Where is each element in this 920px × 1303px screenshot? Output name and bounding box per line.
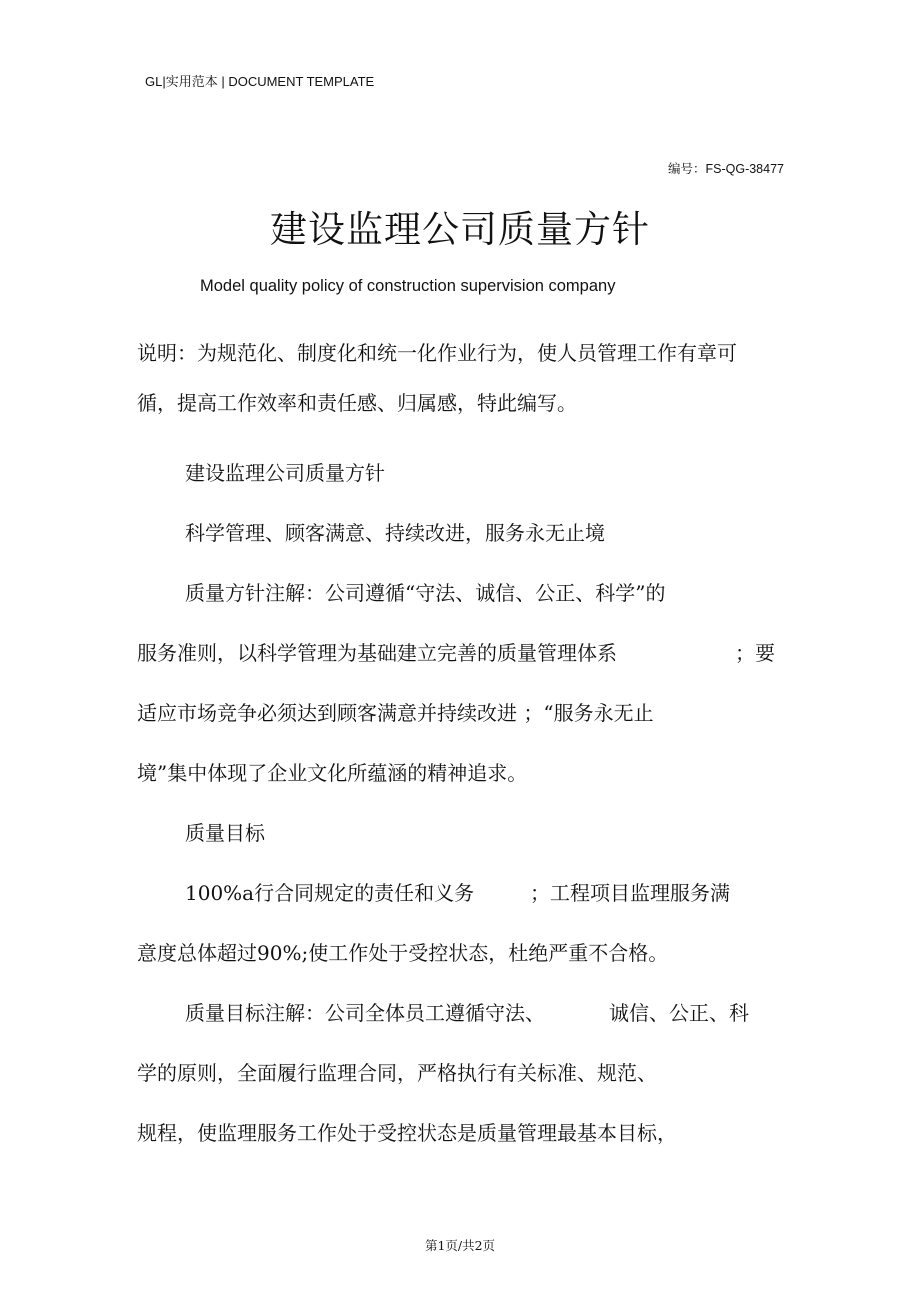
objectives-note-line-2: 学的原则，全面履行监理合同，严格执行有关标准、规范、 (137, 1061, 657, 1085)
objectives-note-line-1: 质量目标注解：公司全体员工遵循守法、 (185, 1001, 545, 1025)
objectives-line-1: 100%a行合同规定的责任和义务 (185, 881, 475, 905)
objectives-line-2: 意度总体超过90%;使工作处于受控状态，杜绝严重不合格。 (137, 941, 669, 965)
document-header: GL|实用范本 | DOCUMENT TEMPLATE (145, 74, 375, 89)
policy-note-line-3: 适应市场竞争必须达到顾客满意并持续改进 ；“服务永无止 (137, 701, 654, 725)
page-subtitle: Model quality policy of construction supervision company (200, 277, 616, 295)
objectives-line-1-end: ；工程项目监理服务满 (530, 881, 730, 905)
intro-line-1: 说明：为规范化、制度化和统一化作业行为，使人员管理工作有章可 (137, 341, 737, 365)
objectives-note-line-1-end: 诚信、公正、科 (609, 1001, 749, 1025)
policy-note-line-4: 境”集中体现了企业文化所蕴涵的精神追求。 (137, 761, 528, 785)
objectives-note-line-3: 规程，使监理服务工作处于受控状态是质量管理最基本目标， (137, 1121, 677, 1145)
page-footer: 第1页/共2页 (424, 1238, 496, 1253)
policy-note-line-2-end: ；要 (735, 641, 775, 665)
intro-line-2: 循，提高工作效率和责任感、归属感，特此编写。 (137, 391, 577, 415)
section-heading-objectives: 质量目标 (185, 821, 265, 845)
policy-note-line-1: 质量方针注解：公司遵循“守法、诚信、公正、科学”的 (185, 581, 666, 605)
page-title: 建设监理公司质量方针 (270, 208, 650, 251)
policy-statement: 科学管理、顾客满意、持续改进，服务永无止境 (185, 521, 605, 545)
policy-note-line-2: 服务准则，以科学管理为基础建立完善的质量管理体系 (137, 641, 617, 665)
document-number: 编号：FS-QG-38477 (667, 162, 784, 176)
section-heading-policy: 建设监理公司质量方针 (185, 461, 385, 485)
